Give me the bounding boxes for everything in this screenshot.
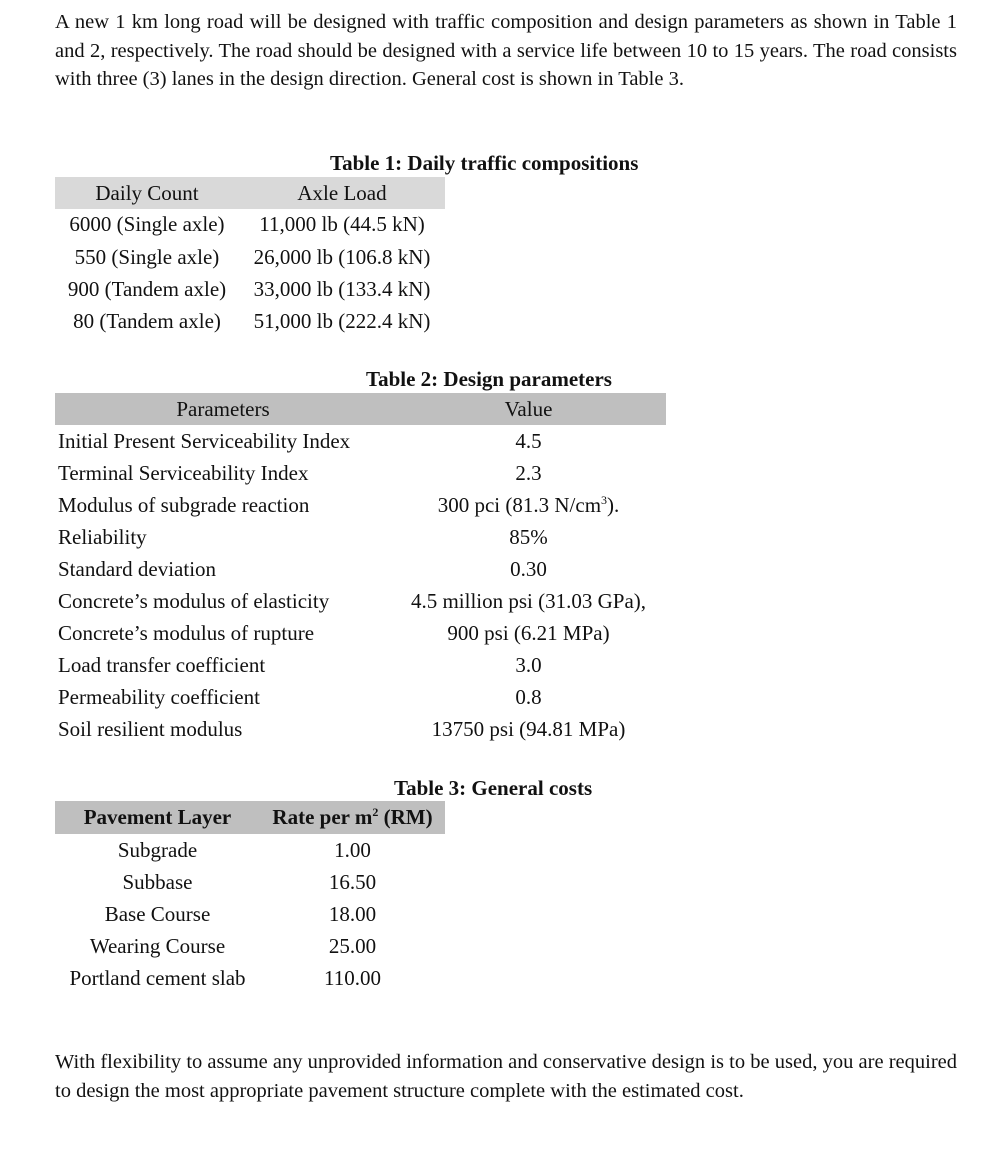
table2-row2-value: 2.3 xyxy=(515,461,542,485)
table3-row3-rate: 18.00 xyxy=(328,902,377,926)
table2-row2-param: Terminal Serviceability Index xyxy=(58,461,309,485)
table2-row3-value xyxy=(391,493,666,517)
table2-row3-param: Modulus of subgrade reaction xyxy=(58,493,310,517)
squared-superscript: 2 xyxy=(372,805,379,819)
intro-paragraph: A new 1 km long road will be designed with traffic composition and design parameters as shown in Table 1 and 2, respectively. The road should be designed with a service life between 10 to 15 years. The road consists with three (3) lanes in the design direction. General cost is shown in Table 3. xyxy=(55,11,957,90)
table2-row8-value: 3.0 xyxy=(515,653,542,677)
table3 xyxy=(55,801,445,996)
table2-row3-value-text: 300 pci (81.3 N/cm xyxy=(437,493,602,517)
table1-caption: Table 1: Daily traffic compositions xyxy=(330,151,639,175)
table3-caption: Table 3: General costs xyxy=(394,776,593,800)
table2-row4-param: Reliability xyxy=(58,525,147,549)
table3-row5-rate: 110.00 xyxy=(324,966,381,990)
table2-row6-param: Concrete’s modulus of elasticity xyxy=(58,589,330,613)
table1-row4-load: 51,000 lb (222.4 kN) xyxy=(253,309,431,333)
table2-row5-param: Standard deviation xyxy=(58,557,217,581)
table3-row4-layer: Wearing Course xyxy=(89,934,226,958)
table1-row1-load: 11,000 lb (44.5 kN) xyxy=(259,212,425,236)
table3-row3-layer: Base Course xyxy=(104,902,211,926)
table1-row3-load: 33,000 lb (133.4 kN) xyxy=(253,277,431,301)
table2-header-value: Value xyxy=(504,397,553,421)
table3-row1-rate: 1.00 xyxy=(334,838,371,862)
table1-row2-count: 550 (Single axle) xyxy=(74,245,220,269)
table1-header-daily-count: Daily Count xyxy=(95,181,199,205)
table2-row9-value: 0.8 xyxy=(515,685,542,709)
table2-row4-value: 85% xyxy=(509,525,548,549)
table3-row4-rate: 25.00 xyxy=(328,934,377,958)
table3-row1-layer: Subgrade xyxy=(117,838,198,862)
table3-header-rate-text: Rate per m xyxy=(272,805,373,829)
table3-row2-rate: 16.50 xyxy=(328,870,377,894)
closing-paragraph: With flexibility to assume any unprovided information and conservative design is to be used, you are required to design the most appropriate pavement structure complete with the estimated cost. xyxy=(55,1051,957,1102)
table2-row7-param: Concrete’s modulus of rupture xyxy=(58,621,315,645)
table2 xyxy=(55,393,666,753)
table2-row9-param: Permeability coefficient xyxy=(58,685,260,709)
table3-row2-layer: Subbase xyxy=(122,870,193,894)
table1-row4-count: 80 (Tandem axle) xyxy=(73,309,221,333)
table2-caption: Table 2: Design parameters xyxy=(366,367,612,391)
table3-header-rate-unit: (RM) xyxy=(378,805,433,829)
table1 xyxy=(55,177,445,337)
table2-row1-value: 4.5 xyxy=(515,429,542,453)
cubed-superscript: 3 xyxy=(601,493,608,507)
table3-header-rate xyxy=(260,805,445,829)
table2-row8-param: Load transfer coefficient xyxy=(58,653,266,677)
table1-row1-count: 6000 (Single axle) xyxy=(69,212,225,236)
table2-row1-param: Initial Present Serviceability Index xyxy=(58,429,351,453)
table2-header-parameters: Parameters xyxy=(176,397,270,421)
table1-row2-load: 26,000 lb (106.8 kN) xyxy=(253,245,431,269)
table1-header-axle-load: Axle Load xyxy=(297,181,387,205)
table2-row6-value: 4.5 million psi (31.03 GPa), xyxy=(410,589,647,613)
table3-header-layer: Pavement Layer xyxy=(83,805,232,829)
table2-row7-value: 900 psi (6.21 MPa) xyxy=(447,621,610,645)
table1-row3-count: 900 (Tandem axle) xyxy=(67,277,227,301)
table2-row10-value: 13750 psi (94.81 MPa) xyxy=(431,717,626,741)
table2-row5-value: 0.30 xyxy=(510,557,547,581)
table2-row3-value-tail: ). xyxy=(607,493,620,517)
table3-row5-layer: Portland cement slab xyxy=(69,966,246,990)
table2-row10-param: Soil resilient modulus xyxy=(58,717,243,741)
